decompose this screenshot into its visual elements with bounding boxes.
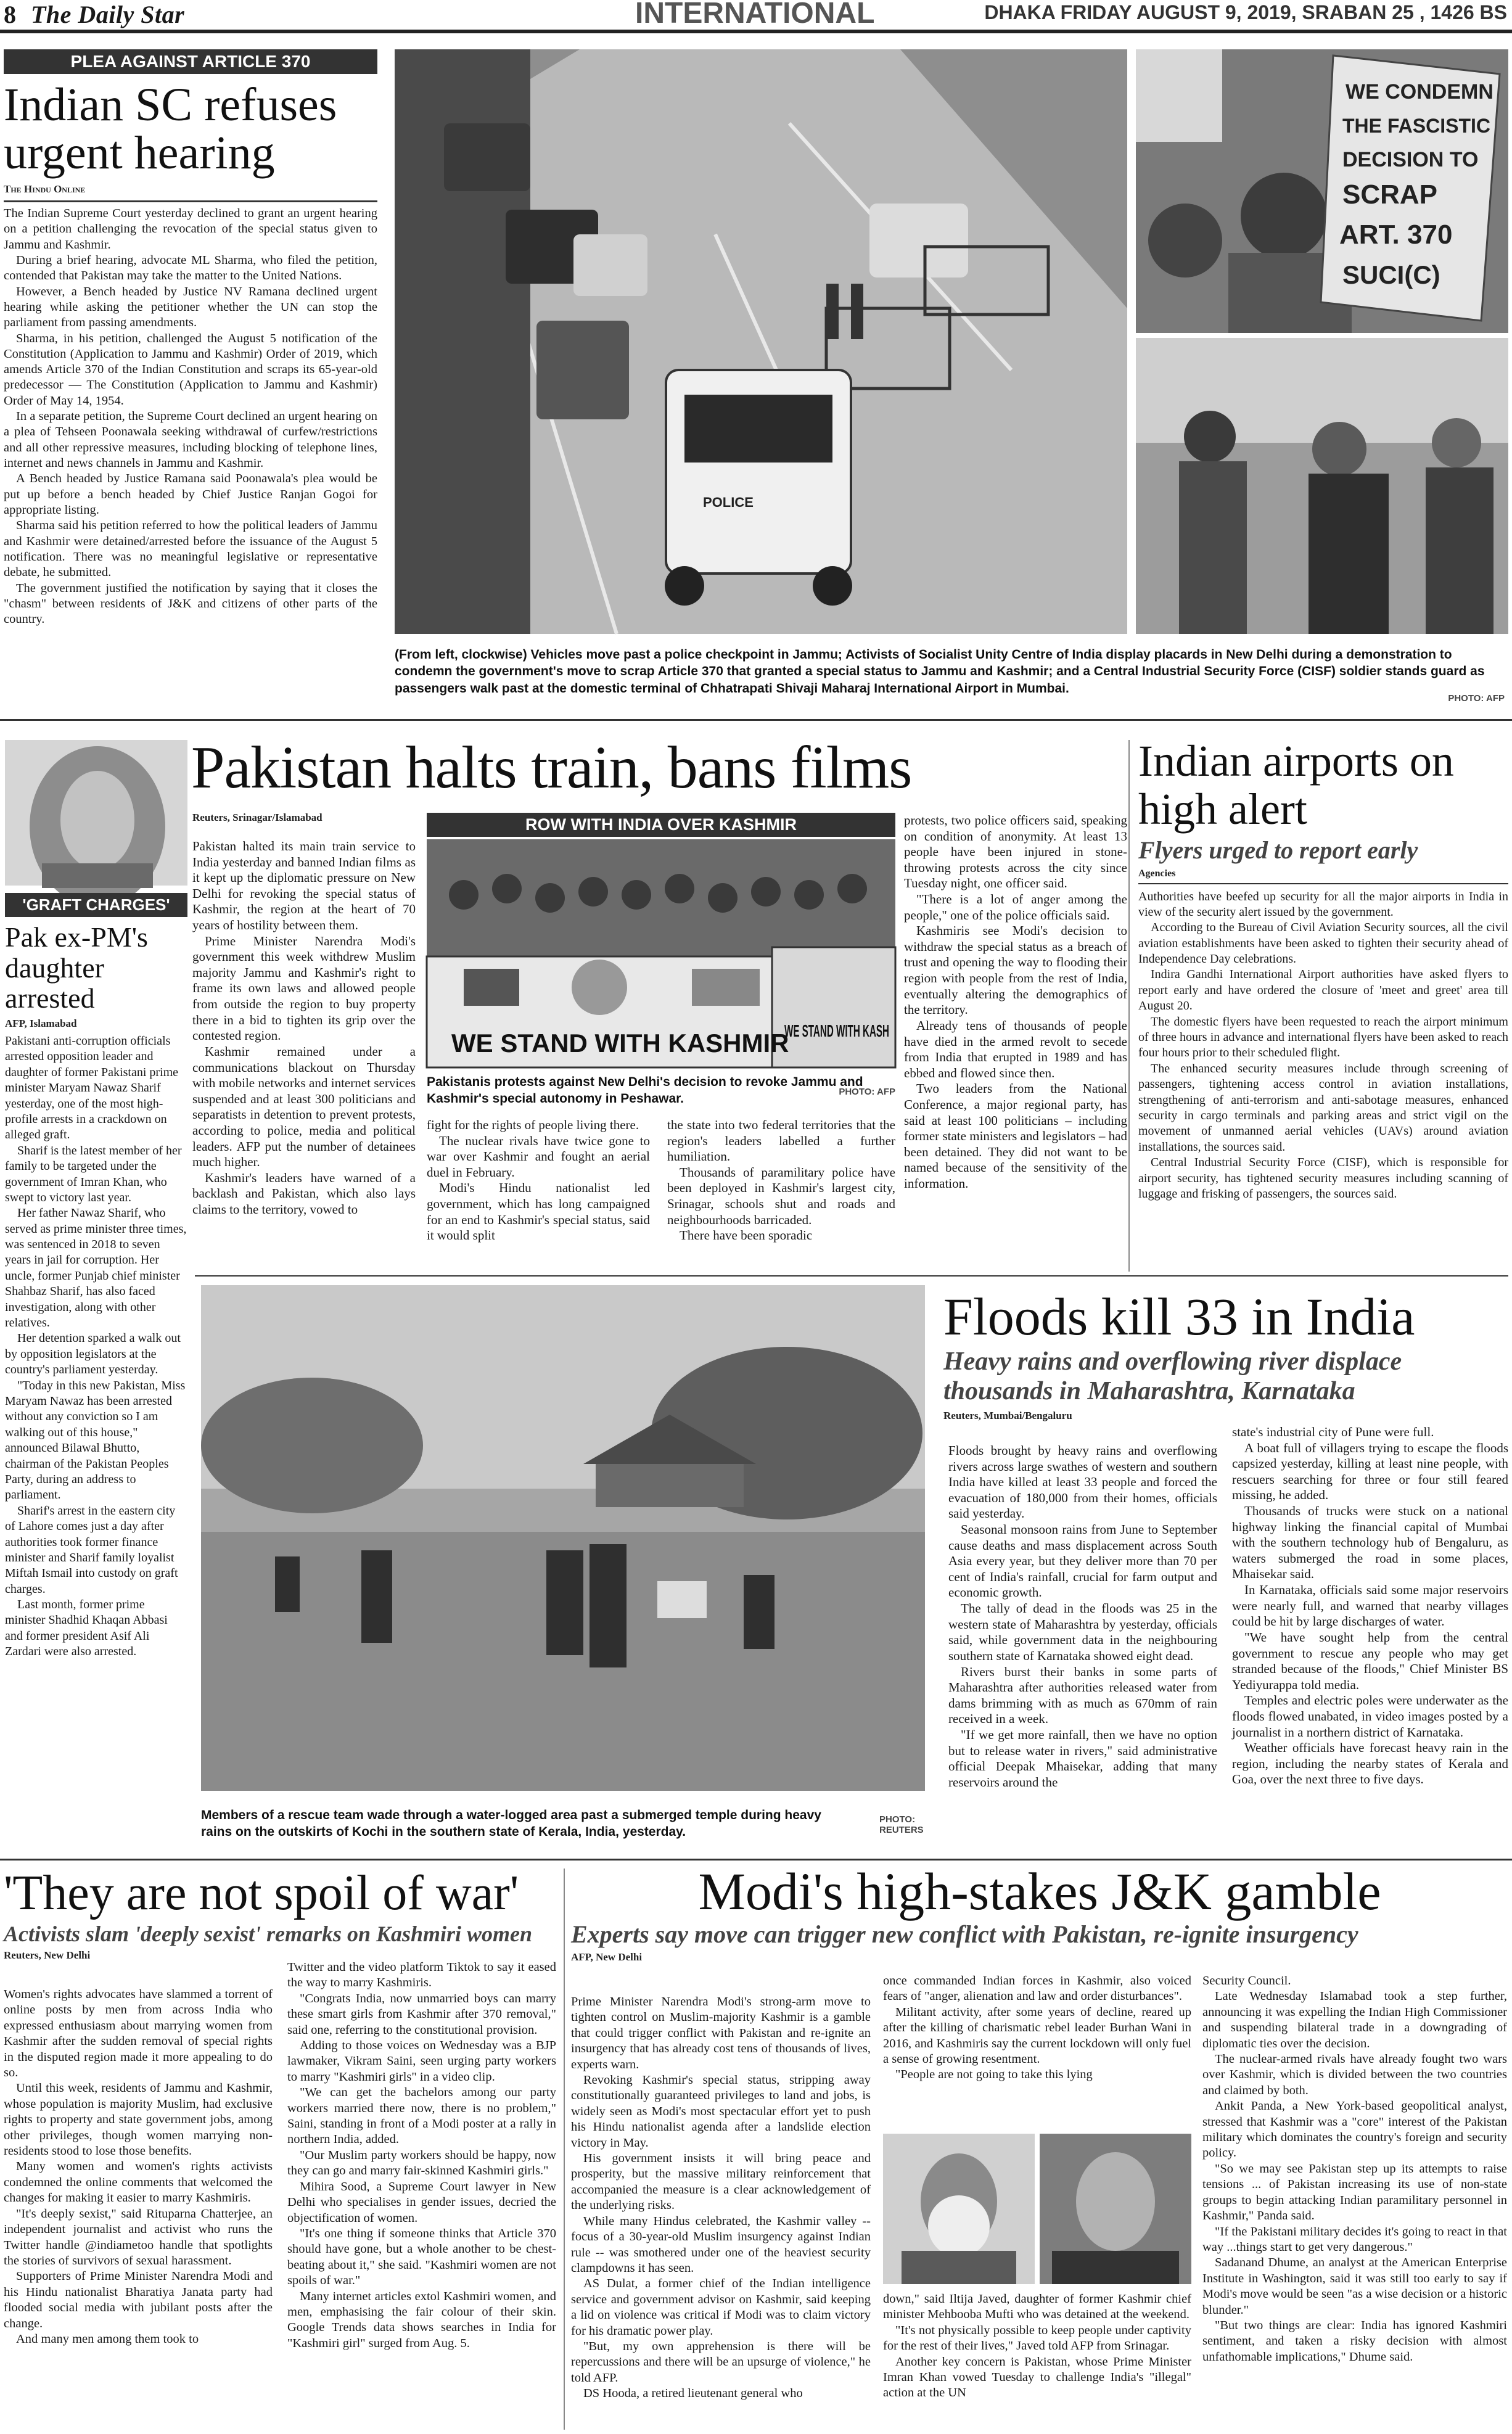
- photo-maryam-nawaz: [5, 740, 187, 886]
- story-paragraph: "But two things are clear: India has ignored Kashmiri sentiment, and taken a risky decision with almost unfathomable implications," Dhume said.: [1202, 2318, 1507, 2364]
- story-paragraph: Her father Nawaz Sharif, who served as prime minister three times, was sentenced in 2018 to seven years in jail for corruption. Her uncle, former Punjab chief minister Shahbaz Sharif, has also faced investigation, along with other relatives.: [5, 1206, 187, 1330]
- story-paragraph: Ankit Panda, a New York-based geopolitical analyst, stressed that Kashmir was a "core" interest of the Pakistan military which dominates the country's foreign and security policy.: [1202, 2099, 1507, 2160]
- story-headline: 'They are not spoil of war': [4, 1866, 519, 1920]
- story-headline: Pak ex-PM's daughter arrested: [5, 921, 148, 1014]
- story-paragraph: However, a Bench headed by Justice NV Ramana declined urgent hearing while asking the petitioner whether the UN can stop the parliament from passing amendments.: [4, 284, 377, 330]
- story-paragraph: A boat full of villagers trying to escape the floods capsized yesterday, killing at least nine people, with rescuers searching for three or four still feared missing, he added.: [1232, 1440, 1508, 1503]
- story-paragraph: The Indian Supreme Court yesterday declined to grant an urgent hearing on a petition challenging the revocation of the special status given to Jammu and Kashmir.: [4, 207, 377, 252]
- story-paragraph: Rivers burst their banks in some parts of Maharashtra after authorities released water from dams brimming with as much as 670mm of rain received in a week.: [948, 1664, 1217, 1727]
- story-paragraph: Seasonal monsoon rains from June to September cause deaths and mass displacement across South Asia every year, but they deliver more than 70 per cent of India's rainfall, crucial for farm output and economic growth.: [948, 1522, 1217, 1600]
- story-paragraph: Until this week, residents of Jammu and Kashmir, whose population is majority Muslim, had exclusive rights to property and state government jobs, among other privileges, though women marrying non-residents stood to lose those benefits.: [4, 2081, 273, 2158]
- story-paragraph: Sadanand Dhume, an analyst at the American Enterprise Institute in Washington, said it was still too early to say if Modi's move would be seen "as a wise decision or a historic blunder.": [1202, 2256, 1507, 2317]
- story-body: [4, 206, 377, 627]
- story-paragraph: Two leaders from the National Conference, a major regional party, has said at least 100 politicians – including former state ministers and legislators – had been detained. They did not want to be named because of the sensitivity of the information.: [904, 1081, 1127, 1191]
- story-paragraph: Kashmiris see Modi's decision to withdraw the special status as a breach of trust and opening the way to flooding their region with people from the rest of India, eventually altering the demographics of the territory.: [904, 923, 1127, 1018]
- story-paragraph: "If we get more rainfall, then we have no option but to release water in rivers," said administrative official Deepak Mhaisekar, adding that many reservoirs around the: [948, 1727, 1217, 1790]
- story-paragraph: The government justified the notification by saying that it closes the "chasm" between residents of J&K and citizens of other parts of the country.: [4, 581, 377, 627]
- section-divider: [0, 719, 1512, 721]
- story-byline: Reuters, New Delhi: [4, 1949, 91, 1961]
- section-divider: [195, 1275, 1508, 1277]
- story-paragraph: Kashmir remained under a communications blackout on Thursday with mobile networks and internet services suspended and at least 300 politicians and separatists in detention to prevent protests, according to police, media and political leaders. AFP put the number of detainees much higher.: [192, 1043, 416, 1170]
- photo-kochi-flood: [201, 1285, 925, 1791]
- story-headline: Floods kill 33 in India: [943, 1287, 1415, 1346]
- story-paragraph: Twitter and the video platform Tiktok to say it eased the way to marry Kashmiris.: [287, 1960, 556, 1990]
- story-body: [5, 1034, 187, 1660]
- story-paragraph: Modi's Hindu nationalist led government, which has long campaigned for an end to Kashmir's special status, said it would split: [427, 1180, 650, 1243]
- story-headline: Indian SC refuses urgent hearing: [4, 79, 337, 179]
- story-maryam: [5, 893, 187, 1660]
- story-paragraph: "Our Muslim party workers should be happy, now they can go and marry fair-skinned Kashmiri girls.": [287, 2148, 556, 2178]
- story-paragraph: Sharma said his petition referred to how the political leaders of Jammu and Kashmir were detained/arrested before the issuance of the August 5 notification. There was no meaningful legislative or representative debate, he submitted.: [4, 519, 377, 580]
- story-paragraph: Kashmir's leaders have warned of a backlash and Pakistan, which also lays claims to the territory, vowed to: [192, 1170, 416, 1217]
- story-paragraph: Supporters of Prime Minister Narendra Modi and his Hindu nationalist Bharatiya Janata party had flooded social media with jubilant posts after the change.: [4, 2269, 273, 2330]
- story-paragraph: protests, two police officers said, speaking on condition of anonymity. At least 13 people have been injured in stone-throwing protests across the city since Tuesday night, one officer said.: [904, 813, 1127, 891]
- story-paragraph: Adding to those voices on Wednesday was a BJP lawmaker, Vikram Saini, seen urging party workers to marry "Kashmiri girls" in a video clip.: [287, 2039, 556, 2084]
- story-byline: AFP, New Delhi: [571, 1951, 643, 1963]
- story-paragraph: "But, my own apprehension is there will be repercussions and there will be an upsurge of violence," he told AFP.: [571, 2339, 871, 2385]
- banner-text-2: WE STAND WITH KASH: [784, 1021, 889, 1040]
- story-paragraph: Pakistani anti-corruption officials arrested opposition leader and daughter of former Pakistani prime minister Maryam Nawaz Sharif yesterday, one of the most high-profile arrests in a crackdown on alleged graft.: [5, 1034, 179, 1142]
- spoil-col1: [4, 1987, 273, 2347]
- story-paragraph: Many women and women's rights activists condemned the online comments that welcomed the changes for making it easier to marry Kashmiris.: [4, 2160, 273, 2205]
- train-col2: [427, 1117, 650, 1244]
- story-kicker: PLEA AGAINST ARTICLE 370: [4, 49, 377, 74]
- placard-line: SCRAP: [1342, 179, 1438, 210]
- story-paragraph: Authorities have beefed up security for all the major airports in India in view of the security alert issued by the government.: [1138, 889, 1508, 919]
- floods-col2: [1232, 1425, 1508, 1788]
- story-paragraph: The nuclear-armed rivals have already fought two wars over Kashmir, which is divided between the two countries and claimed by both.: [1202, 2052, 1507, 2097]
- story-kicker: 'GRAFT CHARGES': [5, 893, 187, 917]
- story-paragraph: Central Industrial Security Force (CISF), which is responsible for airport security, has tightened security measures including scanning of luggage and frisking of passengers, the sources said.: [1138, 1156, 1508, 1201]
- story-paragraph: Another key concern is Pakistan, whose Prime Minister Imran Khan vowed Tuesday to challenge India's "illegal" action at the UN: [883, 2354, 1191, 2400]
- story-modi: [571, 1862, 1508, 1963]
- column-rule: [1128, 740, 1130, 1272]
- placard-line: THE FASCISTIC: [1342, 115, 1491, 137]
- masthead-rule: [0, 30, 1512, 33]
- story-paragraph: fight for the rights of people living there.: [427, 1117, 639, 1132]
- placard-line: SUCI(C): [1342, 260, 1440, 289]
- story-paragraph: "We have sought help from the central government to rescue any people who may get stranded because of the floods," Chief Minister BS Yediyurappa told media.: [1232, 1629, 1508, 1692]
- train-byline: Reuters, Srinagar/Islamabad: [192, 812, 323, 823]
- story-paragraph: "If the Pakistani military decides it's going to react in that way ...things start to get very dangerous.": [1202, 2224, 1507, 2254]
- story-paragraph: down," said Iltija Javed, daughter of former Kashmir chief minister Mehbooba Mufti who was detained at the weekend.: [883, 2292, 1191, 2322]
- story-paragraph: DS Hooda, a retired lieutenant general who: [583, 2387, 803, 2401]
- page-number: 8: [4, 1, 16, 28]
- divider: [4, 200, 377, 202]
- story-spoil: [4, 1866, 559, 1962]
- placard-line: ART. 370: [1339, 220, 1453, 250]
- photo-cisf-soldier: [1136, 338, 1508, 634]
- story-paragraph: "People are not going to take this lying: [895, 2068, 1093, 2082]
- story-paragraph: Many internet articles extol Kashmiri women, and men, emphasising the fair colour of their skin. Google Trends data shows searches in India for "Kashmiri girl" surged from Aug. 5.: [287, 2289, 556, 2350]
- train-col1: [192, 839, 416, 1218]
- story-paragraph: "We can get the bachelors among our party workers married there now, there is no problem," Saini, standing in front of a Modi poster at a rally in northern India, added.: [287, 2086, 556, 2147]
- photo-credit: PHOTO: AFP: [839, 1087, 895, 1097]
- story-byline: AFP, Islamabad: [5, 1018, 77, 1030]
- train-photo-block: [427, 813, 895, 1108]
- story-paragraph: In Karnataka, officials said some major reservoirs were nearly full, and warned that nearby villages could be hit by large discharges of water.: [1232, 1582, 1508, 1629]
- story-paragraph: state's industrial city of Pune were full.: [1232, 1425, 1434, 1439]
- story-paragraph: The nuclear rivals have twice gone to war over Kashmir and fought an aerial duel in February.: [427, 1133, 650, 1180]
- photo-modi: [883, 2134, 1035, 2284]
- story-paragraph: "Today in this new Pakistan, Miss Maryam Nawaz has been arrested without any conviction so I am walking out of this house," announced Bilawal Bhutto, chairman of the Pakistan Peoples Party, during an address to parliament.: [5, 1378, 186, 1502]
- story-paragraph: The enhanced security measures include through screening of passengers, tightening access control in aviation installations, strengthening of anti-terrorism and anti-sabotage measures, enhanced security in cargo terminals and parking areas and strict vigil on the movement of unmanned aerial vehicles (UAVs) around aviation installations, the sources said.: [1138, 1061, 1508, 1154]
- story-byline: Agencies: [1138, 868, 1176, 879]
- story-paragraph: Thousands of trucks were stuck on a national highway linking the financial capital of Mumbai with the southern technology hub of Bengaluru, as waters submerged the road in some places, Mhaisekar said.: [1232, 1503, 1508, 1582]
- story-paragraph: Sharif is the latest member of her family to be targeted under the government of Imran Khan, who swept to victory last year.: [5, 1143, 182, 1204]
- story-paragraph: Thousands of paramilitary police have been deployed in Kashmir's largest city, Srinagar, schools shut and roads and neighbourhoods barricaded.: [667, 1164, 895, 1227]
- section-title: INTERNATIONAL: [635, 0, 875, 30]
- story-paragraph: Militant activity, after some years of decline, reared up after the killing of charismatic rebel leader Burhan Wani in 2016, and Kashmiris say the current lockdown will only fuel a sense of growing resentment.: [883, 2005, 1191, 2066]
- story-floods: [943, 1287, 1508, 1422]
- story-subhead: Activists slam 'deeply sexist' remarks on Kashmiri women: [4, 1921, 533, 1946]
- photo-amit-shah: [1040, 2134, 1191, 2284]
- photo-credit: PHOTO: AFP: [1448, 693, 1505, 704]
- banner-text: WE STAND WITH KASHMIR: [451, 1029, 789, 1058]
- story-paragraph: "It's one thing if someone thinks that Article 370 should have gone, but a whole another to be chest-beating about it," she said. "Kashmiri women are not spoils of war.": [287, 2226, 556, 2288]
- story-paragraph: "There is a lot of anger among the people," one of the police officials said.: [904, 892, 1127, 923]
- story-paragraph: Indira Gandhi International Airport authorities have asked flyers to report early and have ordered the closure of 'meet and greet' area till August 20.: [1138, 968, 1508, 1013]
- story-paragraph: Prime Minister Narendra Modi's strong-arm move to tighten control on Muslim-majority Kashmir is a gamble that could trigger conflict with Pakistan and re-ignite an insurgency that has already cost tens of thousands of lives, experts warn.: [571, 1995, 871, 2071]
- story-subhead: Experts say move can trigger new conflict with Pakistan, re-ignite insurgency: [571, 1920, 1358, 1948]
- story-subhead: Flyers urged to report early: [1138, 836, 1418, 864]
- story-byline: Reuters, Mumbai/Bengaluru: [943, 1410, 1072, 1422]
- story-paragraph: Her detention sparked a walk out by opposition legislators at the country's parliament yesterday.: [5, 1331, 181, 1377]
- story-paragraph: "It's not physically possible to keep people under captivity for the rest of their lives," Javed told AFP from Srinagar.: [883, 2323, 1191, 2353]
- flood-photo-caption: Members of a rescue team wade through a water-logged area past a submerged temple during heavy rains on the outskirts of Kochi in the southern state of Kerala, India, yesterday.: [201, 1808, 821, 1840]
- photo-jammu-checkpoint: [395, 49, 1127, 634]
- modi-col3: [1202, 1973, 1507, 2365]
- train-col4: [904, 813, 1127, 1192]
- story-paragraph: Weather officials have forecast heavy rain in the region, including the nearby states of Kerala and Goa, over the next three to five days.: [1232, 1740, 1508, 1787]
- modi-col2-bottom: [883, 2292, 1191, 2401]
- story-subhead: Heavy rains and overflowing river displace thousands in Maharashtra, Karnataka: [943, 1347, 1402, 1406]
- photo-peshawar-protest: [427, 839, 895, 1067]
- story-paragraph: the state into two federal territories that the region's leaders labelled a further humiliation.: [667, 1117, 895, 1164]
- story-paragraph: Temples and electric poles were underwater as the floods flowed unabated, in video images posted by a journalist in a northern district of Karnataka.: [1232, 1693, 1508, 1740]
- top-photo-caption: (From left, clockwise) Vehicles move past a police checkpoint in Jammu; Activists of Socialist Unity Centre of India display placards in New Delhi during a demonstration to condemn the government's move to scrap Article 370 that granted a special status to Jammu and Kashmir; and a Central Industrial Security Force (CISF) soldier stands guard as passengers walk past at the domestic terminal of Chhatrapati Shivaji Maharaj International Airport in Mumbai.: [395, 648, 1485, 696]
- train-col3: [667, 1117, 895, 1244]
- story-headline: Indian airports on high alert: [1138, 736, 1454, 834]
- story-paragraph: His government insists it will bring peace and prosperity, but the massive military reinforcement that accompanied the measure is a clear acknowledgement of the underlying risks.: [571, 2152, 871, 2213]
- story-paragraph: And many men among them took to: [16, 2332, 199, 2346]
- story-paragraph: "Congrats India, now unmarried boys can marry these smart girls from Kashmir after 370 removal," said one, referring to the constitutional provision.: [287, 1991, 556, 2037]
- floods-col1: [948, 1443, 1217, 1790]
- placard-line: DECISION TO: [1342, 148, 1479, 171]
- photo-caption: Pakistanis protests against New Delhi's decision to revoke Jammu and Kashmir's special autonomy in Peshawar.: [427, 1075, 863, 1106]
- story-airports: [1138, 738, 1508, 1202]
- photo-credit: PHOTO: REUTERS: [879, 1814, 924, 1835]
- story-paragraph: According to the Bureau of Civil Aviation Security sources, all the civil aviation establishments have been asked to tighten their security ahead of Independence Day celebrations.: [1138, 921, 1508, 966]
- section-divider: [0, 1859, 1512, 1860]
- story-paragraph: "It's deeply sexist," said Rituparna Chatterjee, an independent journalist and activist who runs the Twitter handle @indiametoo handle that spotlights the stories of survivors of sexual harassment.: [4, 2206, 273, 2267]
- train-headline: Pakistan halts train, bans films: [191, 734, 912, 801]
- story-paragraph: There have been sporadic: [680, 1228, 813, 1243]
- story-paragraph: Sharif's arrest in the eastern city of Lahore comes just a day after authorities took former finance minister and Sharif family loyalist Miftah Ismail into custody on graft charges.: [5, 1503, 178, 1596]
- placard-line: WE CONDEMN: [1346, 80, 1494, 104]
- story-paragraph: While many Hindus celebrated, the Kashmir valley -- focus of a 30-year-old Muslim insurgency against Indian rule -- was smothered under one of the heaviest security clampdowns it has seen.: [571, 2214, 871, 2275]
- story-paragraph: A Bench headed by Justice Ramana said Poonawala's plea would be put up before a bench headed by Chief Justice Ranjan Gogoi for appropriate listing.: [4, 472, 377, 517]
- photo-kicker: ROW WITH INDIA OVER KASHMIR: [427, 813, 895, 837]
- story-byline: The Hindu Online: [4, 183, 86, 195]
- spoil-col2: [287, 1960, 556, 2351]
- story-paragraph: Women's rights advocates have slammed a torrent of online posts by men from across India who expressed enthusiasm about marrying women from Kashmir after the sudden removal of special rights in the disputed region made it more appealing to do so.: [4, 1988, 273, 2080]
- story-paragraph: During a brief hearing, advocate ML Sharma, who filed the petition, contended that Pakistan may take the matter to the United Nations.: [4, 253, 377, 283]
- story-paragraph: Mihira Sood, a Supreme Court lawyer in New Delhi who specialises in gender issues, decried the objectification of women.: [287, 2179, 556, 2225]
- story-paragraph: Prime Minister Narendra Modi's government this week withdrew Muslim majority Jammu and Kashmir's right to frame its own laws and allowed people from outside the region to buy property there in a bid to tighten its grip over the contested region.: [192, 933, 416, 1043]
- story-paragraph: once commanded Indian forces in Kashmir, also voiced fears of "anger, alienation and law and order disturbances".: [883, 1974, 1191, 2004]
- story-paragraph: In a separate petition, the Supreme Court declined an urgent hearing on a plea of Tehseen Poonawala seeking withdrawal of curfew/restrictions and all other repressive measures, including blocking of telephone lines, internet and news channels in Jammu and Kashmir.: [4, 409, 377, 471]
- date-line: DHAKA FRIDAY AUGUST 9, 2019, SRABAN 25 , 1426 BS: [984, 1, 1507, 23]
- story-headline: Modi's high-stakes J&K gamble: [698, 1862, 1381, 1921]
- story-paragraph: Late Wednesday Islamabad took a step further, announcing it was expelling the Indian High Commissioner and suspending bilateral trade in a downgrading of diplomatic ties over the decision.: [1202, 1989, 1507, 2050]
- column-rule: [564, 1869, 565, 2430]
- modi-col1: [571, 1994, 871, 2402]
- story-paragraph: Last month, former prime minister Shadhid Khaqan Abbasi and former president Asif Ali Zardari were also arrested.: [5, 1598, 168, 1659]
- story-paragraph: The tally of dead in the floods was 25 in the western state of Maharashtra by yesterday, officials said, while government data in the neighbouring southern state of Karnataka showed eight dead.: [948, 1601, 1217, 1663]
- story-body: [1138, 889, 1508, 1203]
- story-paragraph: Revoking Kashmir's special status, stripping away constitutionally guaranteed privileges to land and jobs, is widely seen as Modi's most spectacular effort yet to push his Hindu nationalist agenda after a landslide election victory in May.: [571, 2073, 871, 2150]
- modi-col2-top: [883, 1973, 1191, 2083]
- story-paragraph: Security Council.: [1202, 1974, 1291, 1988]
- story-sc: [4, 49, 377, 627]
- story-paragraph: Pakistan halted its main train service to India yesterday and banned Indian films as it kept up the diplomatic pressure on New Delhi for revoking the special status of Kashmir, the region at the heart of 70 years of hostility between them.: [192, 839, 416, 933]
- photo-suci-placards: [1136, 49, 1508, 333]
- paper-name: The Daily Star: [31, 1, 185, 28]
- story-paragraph: Sharma, in his petition, challenged the August 5 notification of the Constitution (Application to Jammu and Kashmir) Order of 2019, which amends Article 370 of the Indian Constitution and scraps its 65-year-old predecessor — The Constitution (Application to Jammu and Kashmir) Order of May 14, 1954.: [4, 331, 377, 408]
- police-vehicle-text: POLICE: [703, 495, 754, 510]
- story-paragraph: Already tens of thousands of people have died in the armed revolt to secede from India that erupted in 1989 and has ebbed and flowed since then.: [904, 1018, 1127, 1080]
- story-paragraph: The domestic flyers have been requested to reach the airport minimum of three hours in advance and international flyers have been asked to reach four hours prior to their scheduled flight.: [1138, 1014, 1508, 1060]
- story-paragraph: AS Dulat, a former chief of the Indian intelligence service and government advisor on Kashmir, said keeping a lid on violence was critical if Modi was to claim victory for his dramatic power play.: [571, 2277, 871, 2338]
- story-paragraph: Floods brought by heavy rains and overflowing rivers across large swathes of western and southern India have killed at least 33 people and forced the evacuation of 180,000 from their homes, officials said yesterday.: [948, 1443, 1217, 1521]
- divider: [1138, 883, 1508, 884]
- story-paragraph: "So we may see Pakistan step up its attempts to raise tensions ... of Pakistan increasing its use of non-state groups to begin attacking Indian paramilitary personnel in Kashmir," Panda said.: [1202, 2161, 1507, 2223]
